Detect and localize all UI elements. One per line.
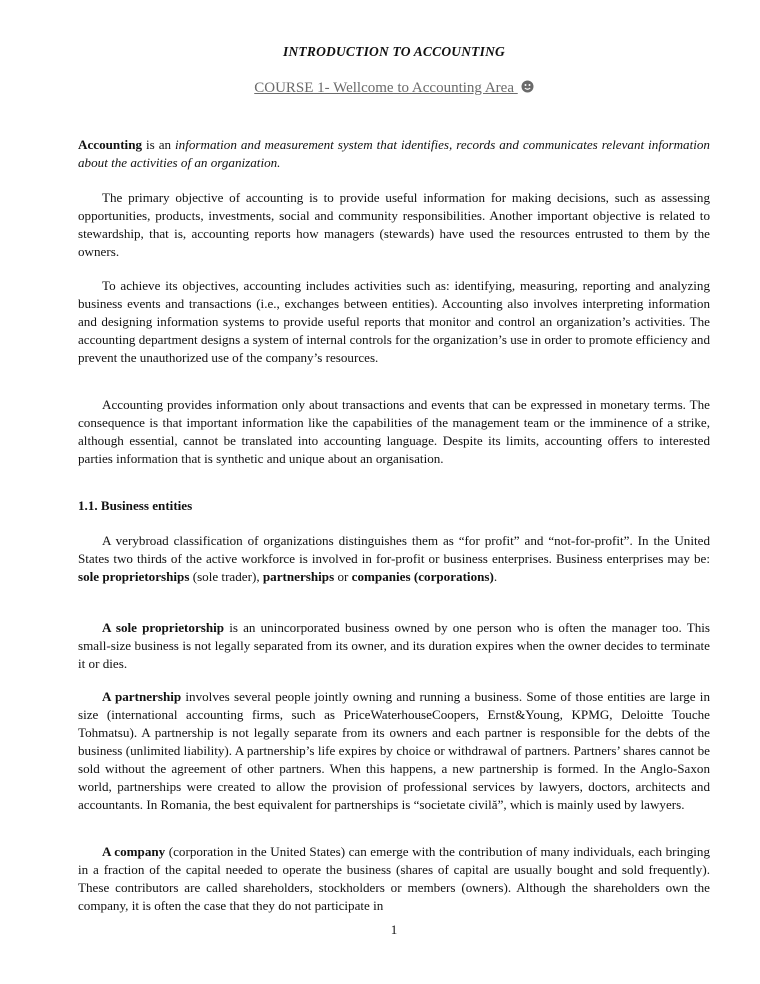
paragraph-company	[78, 843, 710, 915]
p4-text-c: or	[334, 569, 352, 584]
p4-partnerships: partnerships	[262, 569, 335, 584]
smiley-icon	[521, 80, 534, 98]
p7-term: A company	[102, 844, 166, 859]
section-heading: 1.1. Business entities	[78, 498, 193, 513]
p5-term: A sole proprietorship	[102, 620, 225, 635]
intro-definition	[78, 136, 710, 172]
intro-definition-text: information and measurement system that identifies, records and communicates relevant information about the activities of an organization.	[78, 137, 710, 170]
p4-text-a: A verybroad classification of organizations distinguishes them as “for profit” and “not-for-profit”. In the United States two thirds of the active workforce is involved in for-profit or business enterprises. Business enterprises may be:	[78, 533, 710, 566]
p5-text: is an unincorporated business owned by one person who is often the manager too. This small-size business is not legally separated from its owner, and its duration expires when the owner decides to terminate it or dies.	[78, 620, 711, 671]
intro-is-an: is an	[142, 137, 176, 152]
paragraph-activities: To achieve its objectives, accounting includes activities such as: identifying, measuring, reporting and analyzing business events and transactions (i.e., exchanges between entities). Accounting also involves interpreting information and designing information systems to provide useful reports that monitor and control an organization’s activities. The accounting department designs a system of internal controls for the organization’s use in order to promote efficiency and prevent the unauthorized use of the company’s resources.	[78, 278, 710, 365]
paragraph-monetary-terms: Accounting provides information only about transactions and events that can be expressed in monetary terms. The consequence is that important information like the capabilities of the management team or the imminence of a strike, although essential, cannot be translated into accounting language. Despite its limits, accounting offers to interested parties information that is synthetic and unique about an organisation.	[78, 397, 710, 466]
p4-text-d: .	[493, 569, 498, 584]
p4-sole-proprietorships: sole proprietorships	[78, 569, 190, 584]
p4-text-b: (sole trader),	[189, 569, 263, 584]
paragraph-sole-proprietorship	[78, 619, 710, 673]
p4-companies: companies (corporations)	[351, 569, 494, 584]
document-header-title: INTRODUCTION TO ACCOUNTING	[283, 44, 505, 59]
intro-term: Accounting	[78, 137, 143, 152]
paragraph-partnership	[78, 688, 710, 814]
course-title-text: COURSE 1- Wellcome to Accounting Area	[254, 80, 514, 96]
p7-text: (corporation in the United States) can emerge with the contribution of many individuals, each bringing in a fraction of the capital needed to operate the business (shares of capital are usually bought and sold frequently). These contributors are called shareholders, stockholders or members (owners). Although the shareholders own the company, it is often the case that they do not participate in	[78, 844, 710, 913]
p6-text: involves several people jointly owning and running a business. Some of those entities are large in size (international accounting firms, such as PriceWaterhouseCoopers, Ernst&Young, KPMG, Deloitte Touche Tohmatsu). A partnership is not legally separate from its owners and each partner is responsible for the debts of the business (unlimited liability). A partnership’s life expires by choice or withdrawal of partners. Partners’ shares cannot be sold without the agreement of other partners. When this happens, a new partnership is formed. In the Anglo-Saxon world, partnerships were created to allow the provision of professional services by lawyers, doctors, architects and accountants. In Romania, the best equivalent for partnerships is “societate civilă”, which is mainly used by lawyers.	[78, 689, 710, 812]
paragraph-classification	[78, 532, 710, 586]
page-number: 1	[390, 922, 398, 937]
paragraph-objective: The primary objective of accounting is to provide useful information for making decisions, such as assessing opportunities, products, investments, social and community responsibilities. Another important objective is related to stewardship, that is, accounting reports how managers (stewards) have used the resources entrusted to them by the owners.	[78, 190, 710, 259]
p6-term: A partnership	[102, 689, 182, 704]
course-title	[78, 80, 710, 98]
